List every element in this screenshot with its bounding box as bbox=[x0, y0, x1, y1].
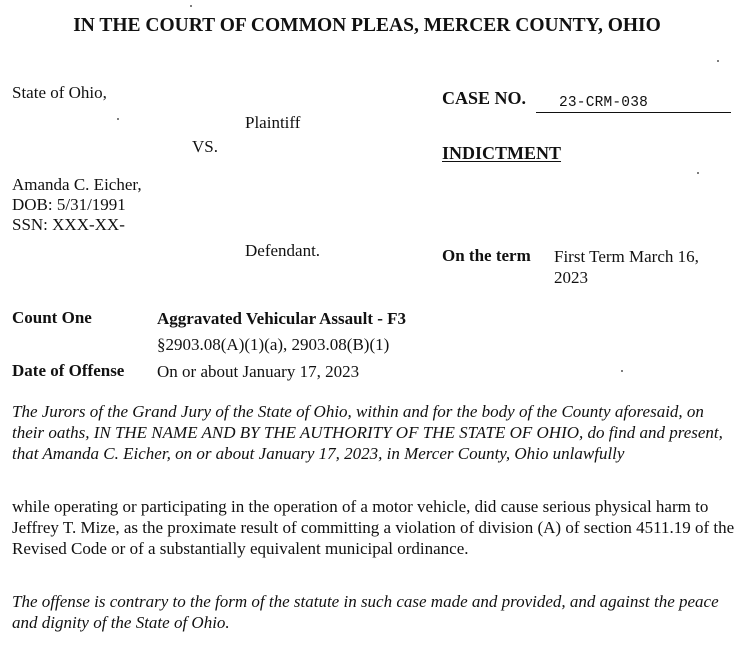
document-type: INDICTMENT bbox=[442, 143, 562, 163]
case-number-underline bbox=[536, 112, 731, 113]
offense-name: Aggravated Vehicular Assault - F3 bbox=[157, 309, 407, 328]
date-of-offense-value: On or about January 17, 2023 bbox=[157, 362, 360, 381]
plaintiff-role: Plaintiff bbox=[245, 113, 301, 132]
term-value: First Term March 16, 2023 bbox=[554, 247, 699, 287]
charge-paragraph: while operating or participating in the operation of a motor vehicle, did cause serious physical harm to Jeffrey T. Mize, as the proximate result of committing a violation of division (A) of section 4511.19 of the Revised Code or of a substantially equivalent municipal ordinance. bbox=[12, 497, 735, 558]
defendant-dob: DOB: 5/31/1991 bbox=[12, 195, 126, 214]
scan-speck bbox=[190, 5, 192, 7]
conclusion-paragraph: The offense is contrary to the form of the statute in such case made and provided, and against the peace and dignity of the State of Ohio. bbox=[12, 592, 719, 632]
scan-speck bbox=[117, 118, 119, 120]
case-number-value: 23-CRM-038 bbox=[559, 95, 649, 111]
date-of-offense-label: Date of Offense bbox=[12, 361, 125, 380]
court-title: IN THE COURT OF COMMON PLEAS, MERCER COUNTY, OHIO bbox=[73, 15, 661, 36]
defendant-ssn: SSN: XXX-XX- bbox=[12, 215, 125, 234]
count-label: Count One bbox=[12, 308, 92, 327]
defendant-name: Amanda C. Eicher, bbox=[12, 175, 142, 194]
offense-statute: §2903.08(A)(1)(a), 2903.08(B)(1) bbox=[157, 335, 390, 354]
scan-speck bbox=[697, 172, 699, 174]
versus-label: VS. bbox=[192, 137, 218, 156]
term-label: On the term bbox=[442, 246, 531, 265]
plaintiff-name: State of Ohio, bbox=[12, 83, 107, 102]
scan-speck bbox=[621, 370, 623, 372]
defendant-role: Defendant. bbox=[245, 241, 321, 260]
scan-speck bbox=[717, 60, 719, 62]
preamble-paragraph: The Jurors of the Grand Jury of the State of Ohio, within and for the body of the County aforesaid, on their oaths, IN THE NAME AND BY THE AUTHORITY OF THE STATE OF OHIO, do find and present, that Amanda C. Eicher, on or about January 17, 2023, in Mercer County, Ohio unlawfully bbox=[12, 402, 723, 463]
case-number-label: CASE NO. bbox=[442, 88, 527, 108]
